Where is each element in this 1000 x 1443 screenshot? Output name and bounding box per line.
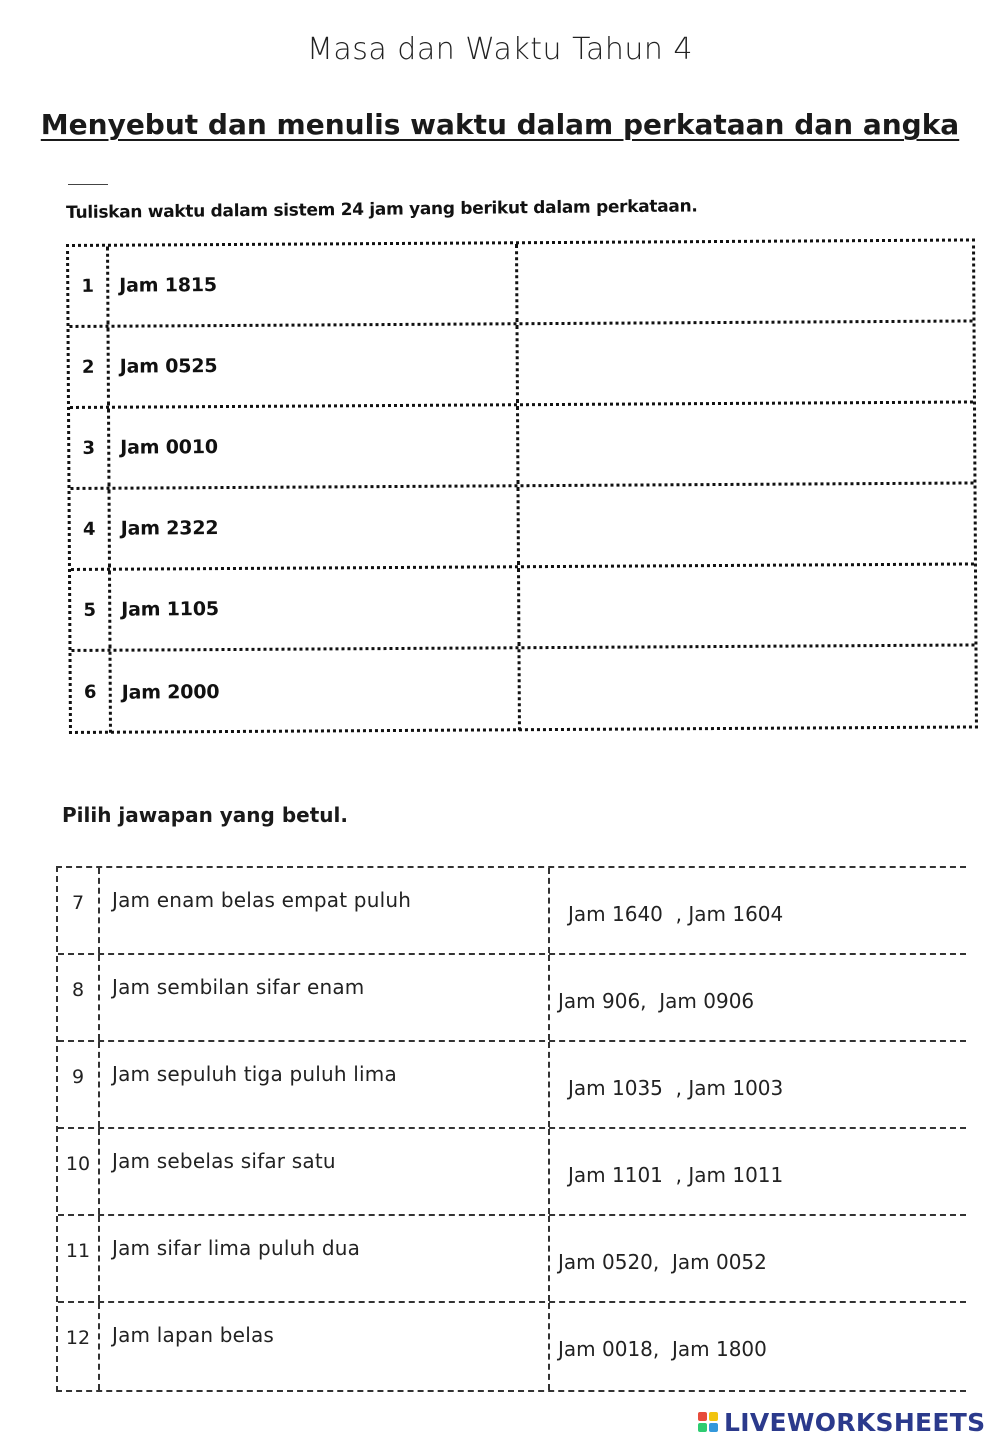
column-divider xyxy=(516,406,519,484)
logo-text: LIVEWORKSHEETS xyxy=(724,1408,986,1437)
choice-a[interactable]: Jam 0018, xyxy=(558,1337,660,1361)
answer-choices xyxy=(568,1163,783,1187)
liveworksheets-logo-icon xyxy=(698,1412,720,1434)
choice-b[interactable]: Jam 1003 xyxy=(688,1076,784,1100)
answer-choices xyxy=(558,989,754,1013)
time-item: Jam 0010 xyxy=(120,436,218,459)
section1-table xyxy=(66,238,978,734)
section1-instruction: Tuliskan waktu dalam sistem 24 jam yang berikut dalam perkataan. xyxy=(66,196,698,223)
answer-input[interactable] xyxy=(521,569,968,644)
column-divider xyxy=(548,1129,550,1214)
table-row xyxy=(71,484,974,571)
choice-separator: , xyxy=(662,1163,689,1187)
time-item: Jam 0525 xyxy=(119,355,218,378)
time-words: Jam lapan belas xyxy=(112,1323,275,1347)
table-row xyxy=(70,403,973,490)
choice-b[interactable]: Jam 1604 xyxy=(688,902,784,926)
table-row xyxy=(69,241,972,328)
table-row xyxy=(58,868,966,955)
time-words: Jam sepuluh tiga puluh lima xyxy=(112,1062,397,1086)
column-divider xyxy=(548,1216,550,1301)
answer-input[interactable] xyxy=(519,246,966,321)
choice-b[interactable]: Jam 0052 xyxy=(671,1250,767,1274)
answer-input[interactable] xyxy=(521,488,968,563)
column-divider xyxy=(517,568,520,646)
choice-a[interactable]: Jam 906, xyxy=(558,989,647,1013)
row-number: 3 xyxy=(70,409,110,487)
answer-choices xyxy=(558,1250,767,1274)
choice-b[interactable]: Jam 1011 xyxy=(688,1163,784,1187)
time-item: Jam 2000 xyxy=(121,680,220,704)
table-row xyxy=(58,1303,966,1390)
answer-input[interactable] xyxy=(520,327,967,402)
time-words: Jam enam belas empat puluh xyxy=(112,888,412,912)
column-divider xyxy=(516,487,519,565)
column-divider xyxy=(548,955,550,1040)
row-number: 12 xyxy=(58,1303,100,1390)
answer-choices xyxy=(558,1337,767,1361)
column-divider xyxy=(515,244,518,322)
table-row xyxy=(58,955,966,1042)
choice-separator: , xyxy=(662,1076,689,1100)
choice-separator xyxy=(659,1250,672,1274)
choice-a[interactable]: Jam 1101 xyxy=(568,1163,663,1187)
row-number: 4 xyxy=(71,490,111,568)
row-number: 7 xyxy=(58,868,100,953)
time-words: Jam sebelas sifar satu xyxy=(112,1149,336,1173)
column-divider xyxy=(548,1303,550,1390)
row-number: 8 xyxy=(58,955,100,1040)
time-words: Jam sifar lima puluh dua xyxy=(112,1236,361,1260)
row-number: 6 xyxy=(71,652,111,733)
row-number: 2 xyxy=(70,328,110,406)
short-rule xyxy=(68,184,108,185)
time-words: Jam sembilan sifar enam xyxy=(112,975,365,999)
column-divider xyxy=(517,649,520,730)
row-number: 5 xyxy=(71,571,111,649)
table-row xyxy=(71,565,974,652)
table-row xyxy=(70,322,973,409)
answer-input[interactable] xyxy=(522,650,969,725)
choice-a[interactable]: Jam 0520, xyxy=(558,1250,660,1274)
row-number: 1 xyxy=(69,247,109,325)
choice-a[interactable]: Jam 1035 xyxy=(568,1076,663,1100)
time-item: Jam 1105 xyxy=(121,598,219,621)
row-number: 9 xyxy=(58,1042,100,1127)
column-divider xyxy=(548,868,550,953)
choice-b[interactable]: Jam 0906 xyxy=(659,989,755,1013)
answer-choices xyxy=(568,1076,783,1100)
section2-table xyxy=(56,866,966,1392)
table-row xyxy=(58,1129,966,1216)
row-number: 11 xyxy=(58,1216,100,1301)
choice-separator xyxy=(647,989,660,1013)
section2-instruction: Pilih jawapan yang betul. xyxy=(62,803,348,827)
answer-choices xyxy=(568,902,783,926)
table-row xyxy=(71,646,974,733)
row-number: 10 xyxy=(58,1129,100,1214)
liveworksheets-logo xyxy=(698,1408,985,1437)
table-row xyxy=(58,1042,966,1129)
worksheet-subtitle: Menyebut dan menulis waktu dalam perkataan dan angka xyxy=(40,108,960,141)
choice-separator xyxy=(659,1337,672,1361)
time-item: Jam 1815 xyxy=(119,274,217,297)
column-divider xyxy=(548,1042,550,1127)
choice-separator: , xyxy=(662,902,689,926)
answer-input[interactable] xyxy=(520,407,967,482)
column-divider xyxy=(516,325,519,403)
choice-b[interactable]: Jam 1800 xyxy=(671,1337,767,1361)
page-title: Masa dan Waktu Tahun 4 xyxy=(306,32,693,67)
choice-a[interactable]: Jam 1640 xyxy=(568,902,663,926)
time-item: Jam 2322 xyxy=(120,517,219,540)
table-row xyxy=(58,1216,966,1303)
